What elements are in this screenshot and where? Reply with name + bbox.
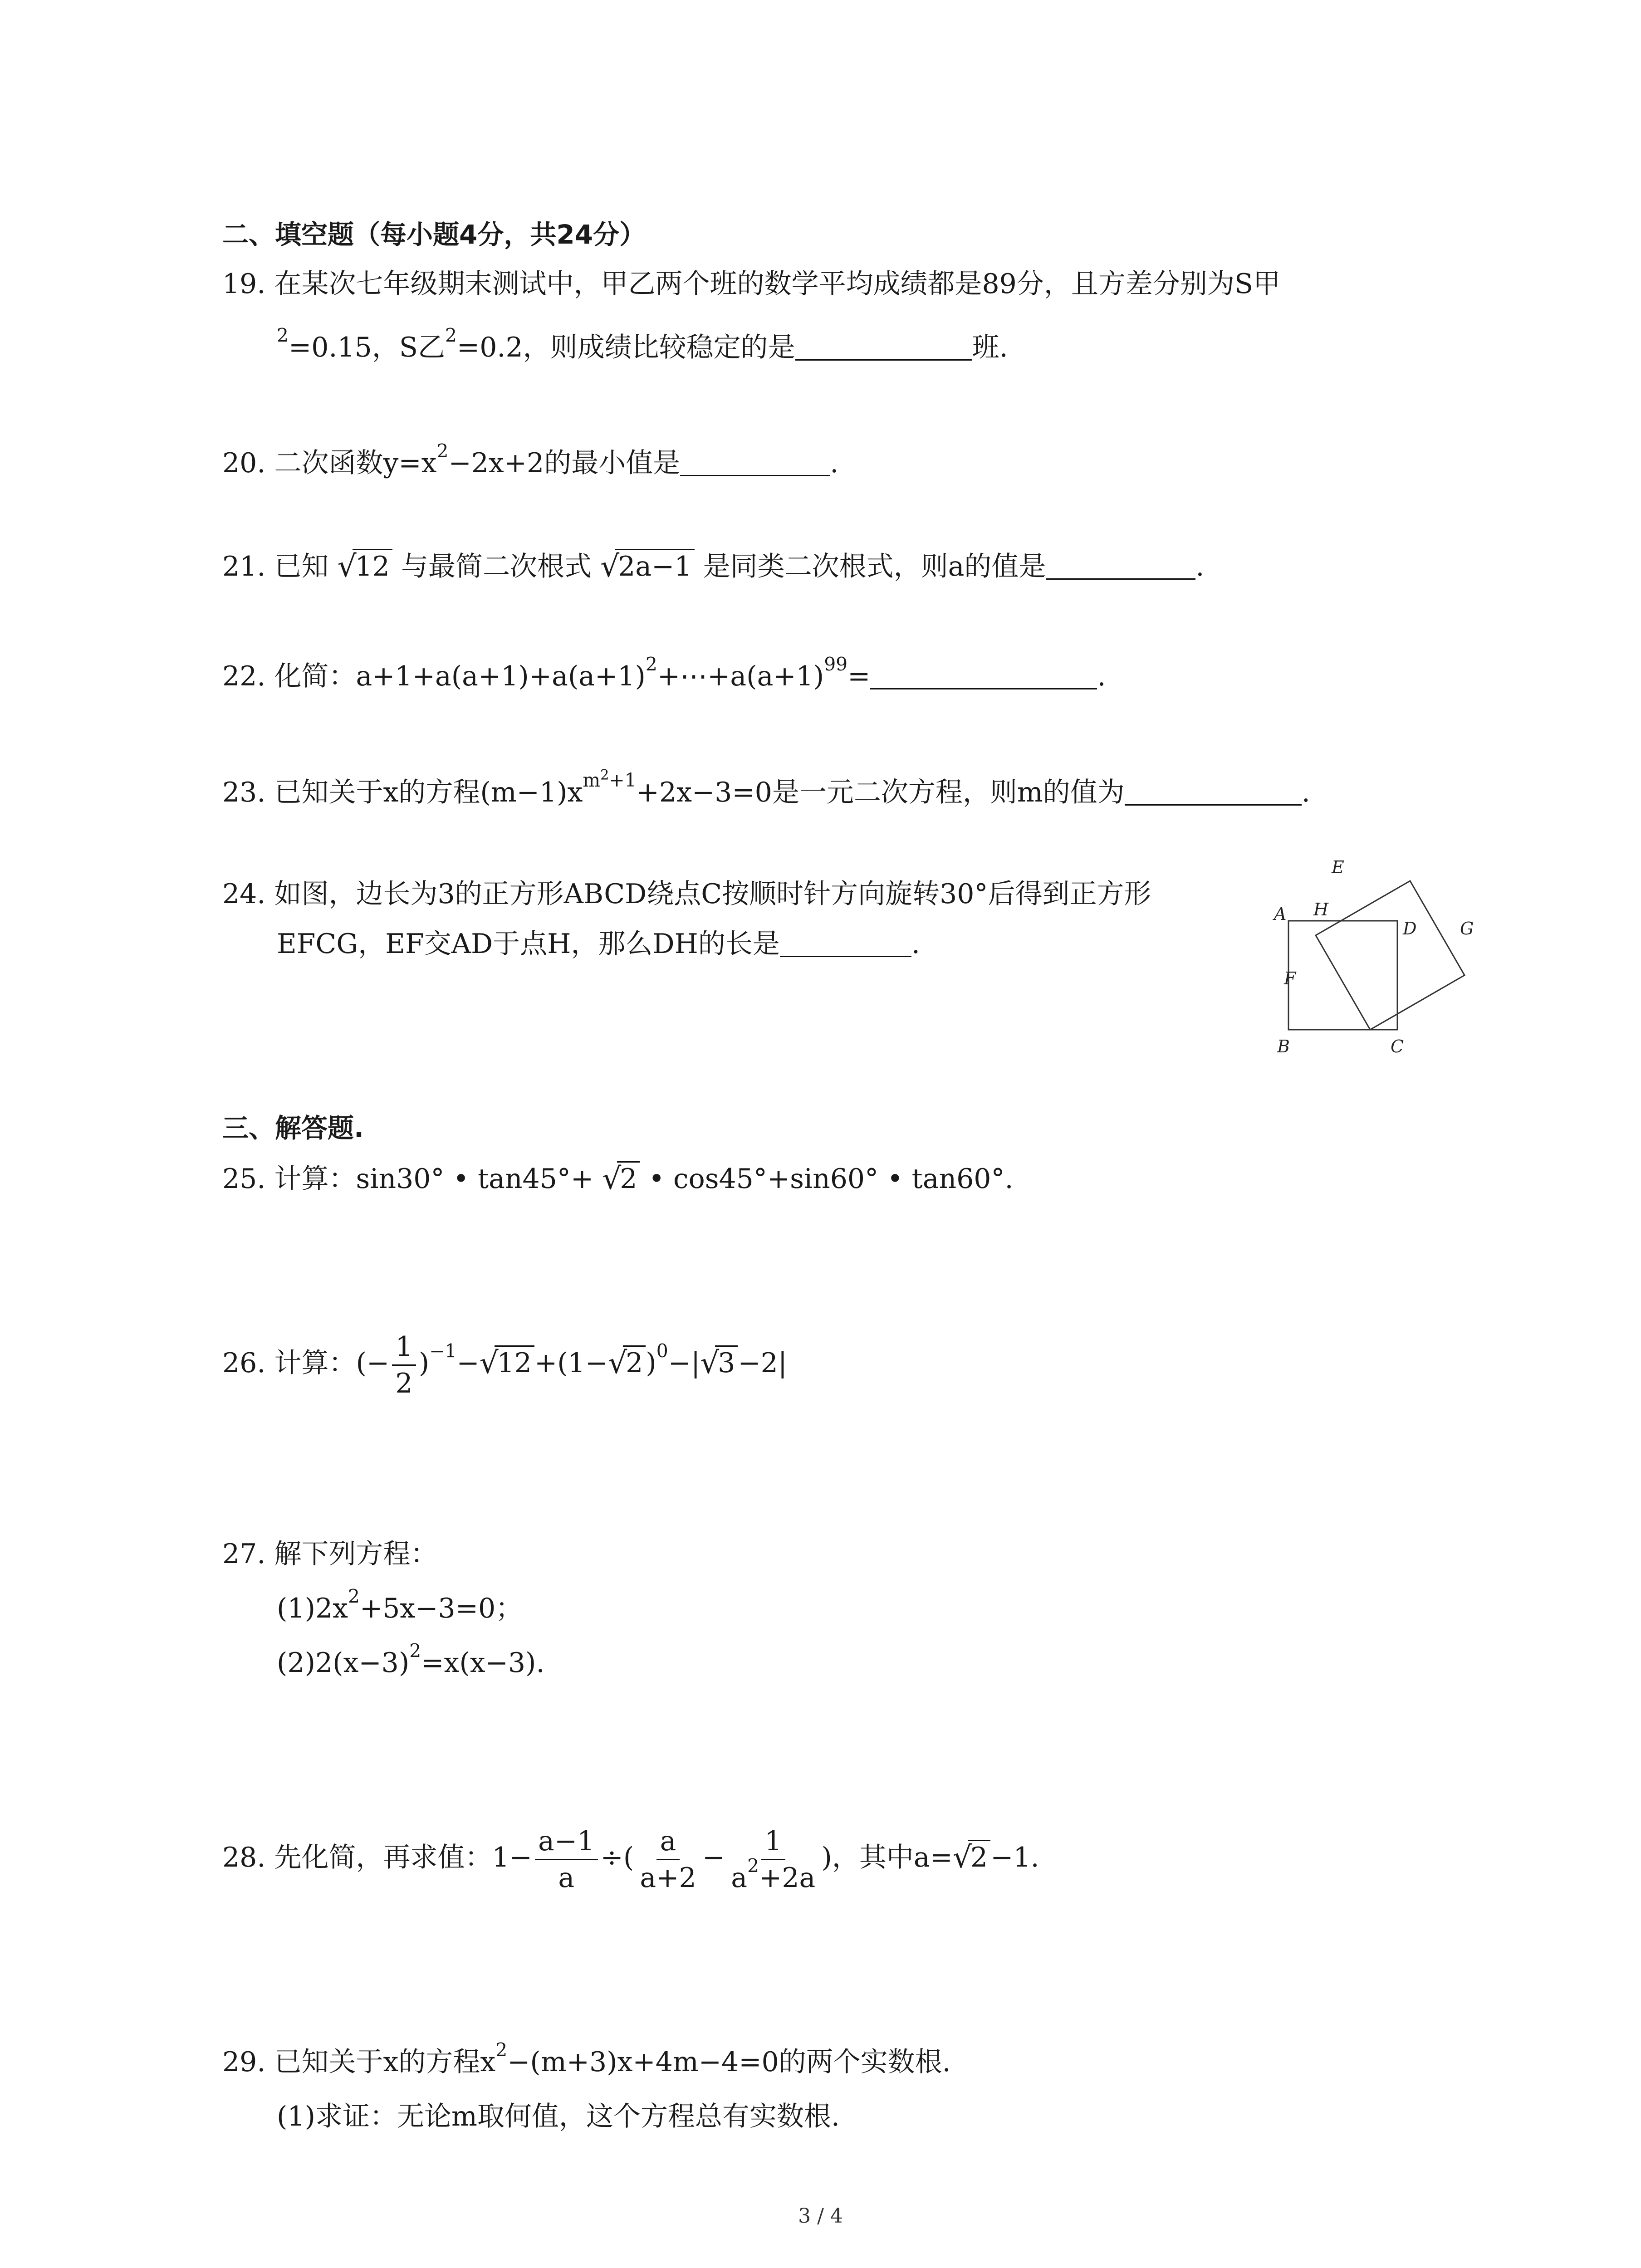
answer-blank[interactable] — [780, 929, 911, 957]
question-text: 解下列方程： — [274, 1538, 438, 1570]
label-h: H — [1313, 899, 1329, 919]
question-text: 班. — [972, 332, 1008, 363]
question-19-line2: $^2$=0.15，S乙$^2$=0.2，则成绩比较稳定的是 班. — [277, 324, 1008, 363]
question-19-line1 — [222, 268, 1280, 300]
question-text: 已知 — [274, 551, 329, 582]
question-text: 在某次七年级期末测试中，甲乙两个班的数学平均成绩都是89分，且方差分别为S甲 — [274, 268, 1280, 300]
question-number: 29. — [222, 2046, 266, 2078]
question-21 — [222, 549, 1204, 583]
question-27-part2: $(2)2(x-3)^2=x(x-3)$. — [277, 1640, 545, 1679]
question-20: 20. 二次函数$y=x^2-2x+2$的最小值是 . — [222, 440, 839, 479]
square-abcd — [1288, 921, 1397, 1030]
answer-blank[interactable] — [1046, 551, 1195, 580]
question-number: 27. — [222, 1538, 266, 1570]
sqrt-2a-1: √ 2a−1 — [600, 549, 694, 583]
fraction-a-over-a-plus-2: $\frac{a}{a+2}$ — [637, 1823, 700, 1896]
question-text: 计算：sin30° • tan45°+ — [274, 1163, 594, 1195]
question-23: 23. 已知关于x的方程$(m-1)x^{m^2+1}+2x-3=0$是一元二次方程，则m的值为 . — [222, 767, 1310, 808]
answer-blank[interactable] — [870, 661, 1097, 689]
question-28: 28. 先化简，再求值：1− $\frac{a-1}{a}$ ÷( $\frac{a}{a+2}$ − $\frac{1}{a^2+2a}$ )，其中a= √ 2 −1. — [222, 1823, 1039, 1896]
label-g: G — [1460, 919, 1474, 938]
sqrt-2: √ 2 — [608, 1345, 646, 1379]
question-25 — [222, 1161, 1014, 1195]
question-text: = — [847, 660, 871, 692]
question-22: 22. 化简：$a+1+a(a+1)+a(a+1)^2+\cdots+a(a+1)^{99}=$ . — [222, 653, 1106, 692]
question-text: . — [830, 447, 839, 479]
question-29: 29. 已知关于x的方程$x^2-(m+3)x+4m-4=0$的两个实数根. — [222, 2039, 951, 2078]
question-number: 20. — [222, 447, 266, 479]
answer-blank[interactable] — [680, 448, 830, 476]
sqrt-3: √ 3 — [700, 1345, 738, 1379]
question-number: 22. — [222, 660, 266, 692]
section-title-fill-in: 二、填空题（每小题4分，共24分） — [222, 219, 646, 250]
question-text: 与最简二次根式 — [401, 551, 592, 582]
square-efcg-outline — [1316, 881, 1465, 1030]
rotated-square-figure — [1261, 853, 1474, 1061]
question-text: +⋯+a(a+1) — [657, 660, 824, 692]
sqrt-12: √ 12 — [480, 1345, 534, 1379]
question-number: 21. — [222, 551, 266, 582]
question-text: . — [1301, 776, 1310, 808]
question-text: 是同类二次根式，则a的值是 — [703, 551, 1046, 582]
question-number: 23. — [222, 776, 266, 808]
question-number: 25. — [222, 1163, 266, 1195]
label-b: B — [1277, 1036, 1290, 1056]
question-number: 19. — [222, 268, 266, 300]
question-text: +2x−3=0是一元二次方程，则m的值为 — [636, 776, 1125, 808]
question-text: 计算：(− — [274, 1347, 390, 1379]
question-27-part1: $(1)2x^2+5x-3=0$； — [277, 1585, 523, 1624]
question-24-line2 — [277, 928, 920, 960]
question-26: 26. 计算：(− $\frac{1}{2}$ )$^{-1}$− √ 12 +(1− √ 2 )$^0$−| √ 3 −2| — [222, 1329, 787, 1401]
sqrt-12: √ 12 — [338, 549, 392, 583]
question-text: . — [1097, 660, 1106, 692]
fraction-a-minus-1-over-a: $\frac{a-1}{a}$ — [535, 1823, 598, 1896]
question-27 — [222, 1538, 438, 1570]
label-d: D — [1403, 919, 1417, 938]
answer-blank[interactable] — [795, 332, 972, 361]
label-f: F — [1284, 968, 1296, 988]
sqrt-2: √ 2 — [953, 1840, 990, 1874]
question-text: . — [911, 928, 920, 960]
question-text: −2x+2的最小值是 — [448, 447, 681, 479]
label-a: A — [1274, 904, 1287, 924]
question-number: 24. — [222, 878, 266, 910]
page-number: 3 / 4 — [798, 2204, 843, 2228]
question-number: 28. — [222, 1842, 266, 1874]
question-number: 26. — [222, 1347, 266, 1379]
fraction-1-over-a2-plus-2a: $\frac{1}{a^2+2a}$ — [728, 1823, 818, 1896]
question-text: 已知关于x的方程(m−1)x — [274, 776, 583, 808]
fraction-half: $\frac{1}{2}$ — [392, 1329, 416, 1401]
question-text: =0.2，则成绩比较稳定的是 — [456, 332, 795, 363]
question-text: 化简：a+1+a(a+1)+a(a+1) — [274, 660, 646, 692]
question-text: . — [1195, 551, 1205, 582]
answer-blank[interactable] — [1125, 777, 1302, 806]
question-text: • cos45°+sin60° • tan60°. — [648, 1163, 1014, 1195]
label-c: C — [1391, 1036, 1404, 1056]
question-text: =0.15，S乙 — [288, 332, 445, 363]
question-text: 二次函数y=x — [274, 447, 437, 479]
question-29-part1: (1)求证：无论m取何值，这个方程总有实数根. — [277, 2101, 840, 2132]
section-title-solve: 三、解答题. — [222, 1113, 364, 1144]
question-text: 如图，边长为3的正方形ABCD绕点C按顺时针方向旋转30°后得到正方形 — [274, 878, 1151, 910]
question-text: EFCG，EF交AD于点H，那么DH的长是 — [277, 928, 780, 960]
label-e: E — [1332, 857, 1344, 877]
question-24-line1 — [222, 878, 1151, 910]
sqrt-2: √ 2 — [602, 1161, 640, 1195]
